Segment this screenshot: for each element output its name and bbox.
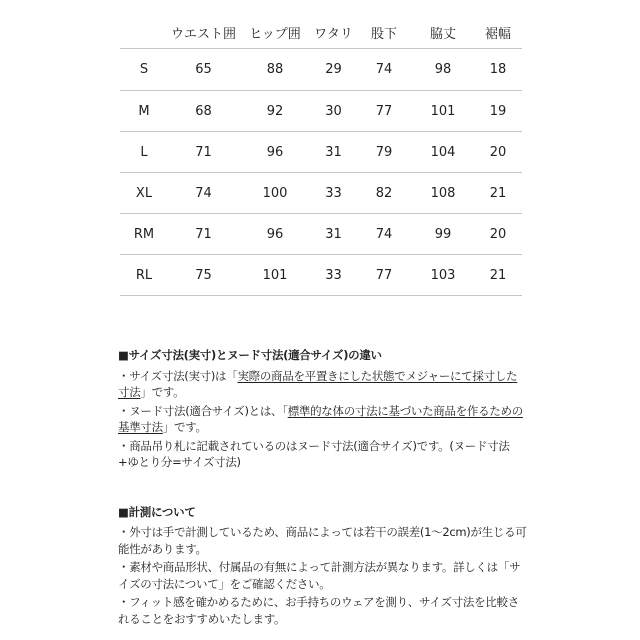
table-cell: 31 xyxy=(311,214,356,255)
note-fit-comparison: ・フィット感を確かめるために、お手持ちのウェアを測り、サイズ寸法を比較されることをおすすめいたします。 xyxy=(118,595,519,626)
size-label-cell: RL xyxy=(120,255,168,296)
table-row xyxy=(120,49,522,91)
header-cell-thigh: ワタリ xyxy=(311,16,356,49)
table-cell: 77 xyxy=(356,91,412,132)
header-cell-hip: ヒップ囲 xyxy=(239,16,311,49)
table-cell: 79 xyxy=(356,132,412,173)
table-cell: 21 xyxy=(474,255,522,296)
note-measurement-method: ・素材や商品形状、付属品の有無によって計測方法が異なります。詳しくは「サイズの寸法について」をご確認ください。 xyxy=(118,560,521,591)
table-cell: 99 xyxy=(412,214,474,255)
table-row xyxy=(120,214,522,255)
size-label-cell: RM xyxy=(120,214,168,255)
table-cell: 74 xyxy=(356,214,412,255)
table-cell: 20 xyxy=(474,214,522,255)
header-cell-size xyxy=(120,16,168,49)
table-row xyxy=(120,132,522,173)
table-cell: 82 xyxy=(356,173,412,214)
note-text: ・サイズ寸法(実寸)は「 xyxy=(118,368,238,383)
section-heading-size-difference: ■サイズ寸法(実寸)とヌード寸法(適合サイズ)の違い xyxy=(118,348,382,362)
note-text: 」です。 xyxy=(162,420,207,434)
section-spacer xyxy=(118,473,528,504)
table-cell: 71 xyxy=(168,214,239,255)
table-cell: 33 xyxy=(311,173,356,214)
header-cell-waist: ウエスト囲 xyxy=(168,16,239,49)
table-header xyxy=(120,16,522,49)
table-row xyxy=(120,255,522,296)
header-cell-inseam: 股下 xyxy=(356,16,412,49)
note-measurement-error: ・外寸は手で計測しているため、商品によっては若干の誤差(1〜2cm)が生じる可能性があります。 xyxy=(118,525,527,556)
table-cell: 21 xyxy=(474,173,522,214)
table-cell: 96 xyxy=(239,132,311,173)
table-cell: 20 xyxy=(474,132,522,173)
table-cell: 31 xyxy=(311,132,356,173)
table-cell: 18 xyxy=(474,49,522,91)
table-cell: 103 xyxy=(412,255,474,296)
note-nude-size xyxy=(118,403,528,436)
note-underlined-text: 実際の商品を平置きにした状態でメジャーにて採寸した寸法 xyxy=(118,368,518,399)
notes xyxy=(118,347,528,629)
table-row xyxy=(120,173,522,214)
table-cell: 29 xyxy=(311,49,356,91)
header-row xyxy=(120,16,522,49)
table-cell: 71 xyxy=(168,132,239,173)
note-text: ・ヌード寸法(適合サイズ)とは、「 xyxy=(118,403,288,418)
size-label-cell: XL xyxy=(120,173,168,214)
header-cell-outseam: 脇丈 xyxy=(412,16,474,49)
size-label-cell: L xyxy=(120,132,168,173)
table-cell: 100 xyxy=(239,173,311,214)
table-cell: 77 xyxy=(356,255,412,296)
table-cell: 108 xyxy=(412,173,474,214)
header-cell-hem: 裾幅 xyxy=(474,16,522,49)
table-cell: 65 xyxy=(168,49,239,91)
note-hang-tag: ・商品吊り札に記載されているのはヌード寸法(適合サイズ)です。(ヌード寸法+ゆとり分=サイズ寸法) xyxy=(118,438,510,469)
table-cell: 74 xyxy=(356,49,412,91)
table-body xyxy=(120,49,522,296)
table-cell: 68 xyxy=(168,91,239,132)
table-cell: 74 xyxy=(168,173,239,214)
table-cell: 88 xyxy=(239,49,311,91)
section-heading-measurement: ■計測について xyxy=(118,504,196,519)
table-cell: 98 xyxy=(412,49,474,91)
size-label-cell: M xyxy=(120,91,168,132)
table-cell: 75 xyxy=(168,255,239,296)
table-cell: 19 xyxy=(474,91,522,132)
table-cell: 33 xyxy=(311,255,356,296)
table-cell: 30 xyxy=(311,91,356,132)
table-row xyxy=(120,91,522,132)
size-table xyxy=(120,16,522,296)
note-text: 」です。 xyxy=(140,385,185,399)
note-underlined-text: 標準的な体の寸法に基づいた商品を作るための基準寸法 xyxy=(118,403,523,434)
table-cell: 96 xyxy=(239,214,311,255)
table-cell: 92 xyxy=(239,91,311,132)
table-cell: 104 xyxy=(412,132,474,173)
size-label-cell: S xyxy=(120,49,168,91)
note-actual-size xyxy=(118,368,528,401)
table-cell: 101 xyxy=(412,91,474,132)
table-cell: 101 xyxy=(239,255,311,296)
